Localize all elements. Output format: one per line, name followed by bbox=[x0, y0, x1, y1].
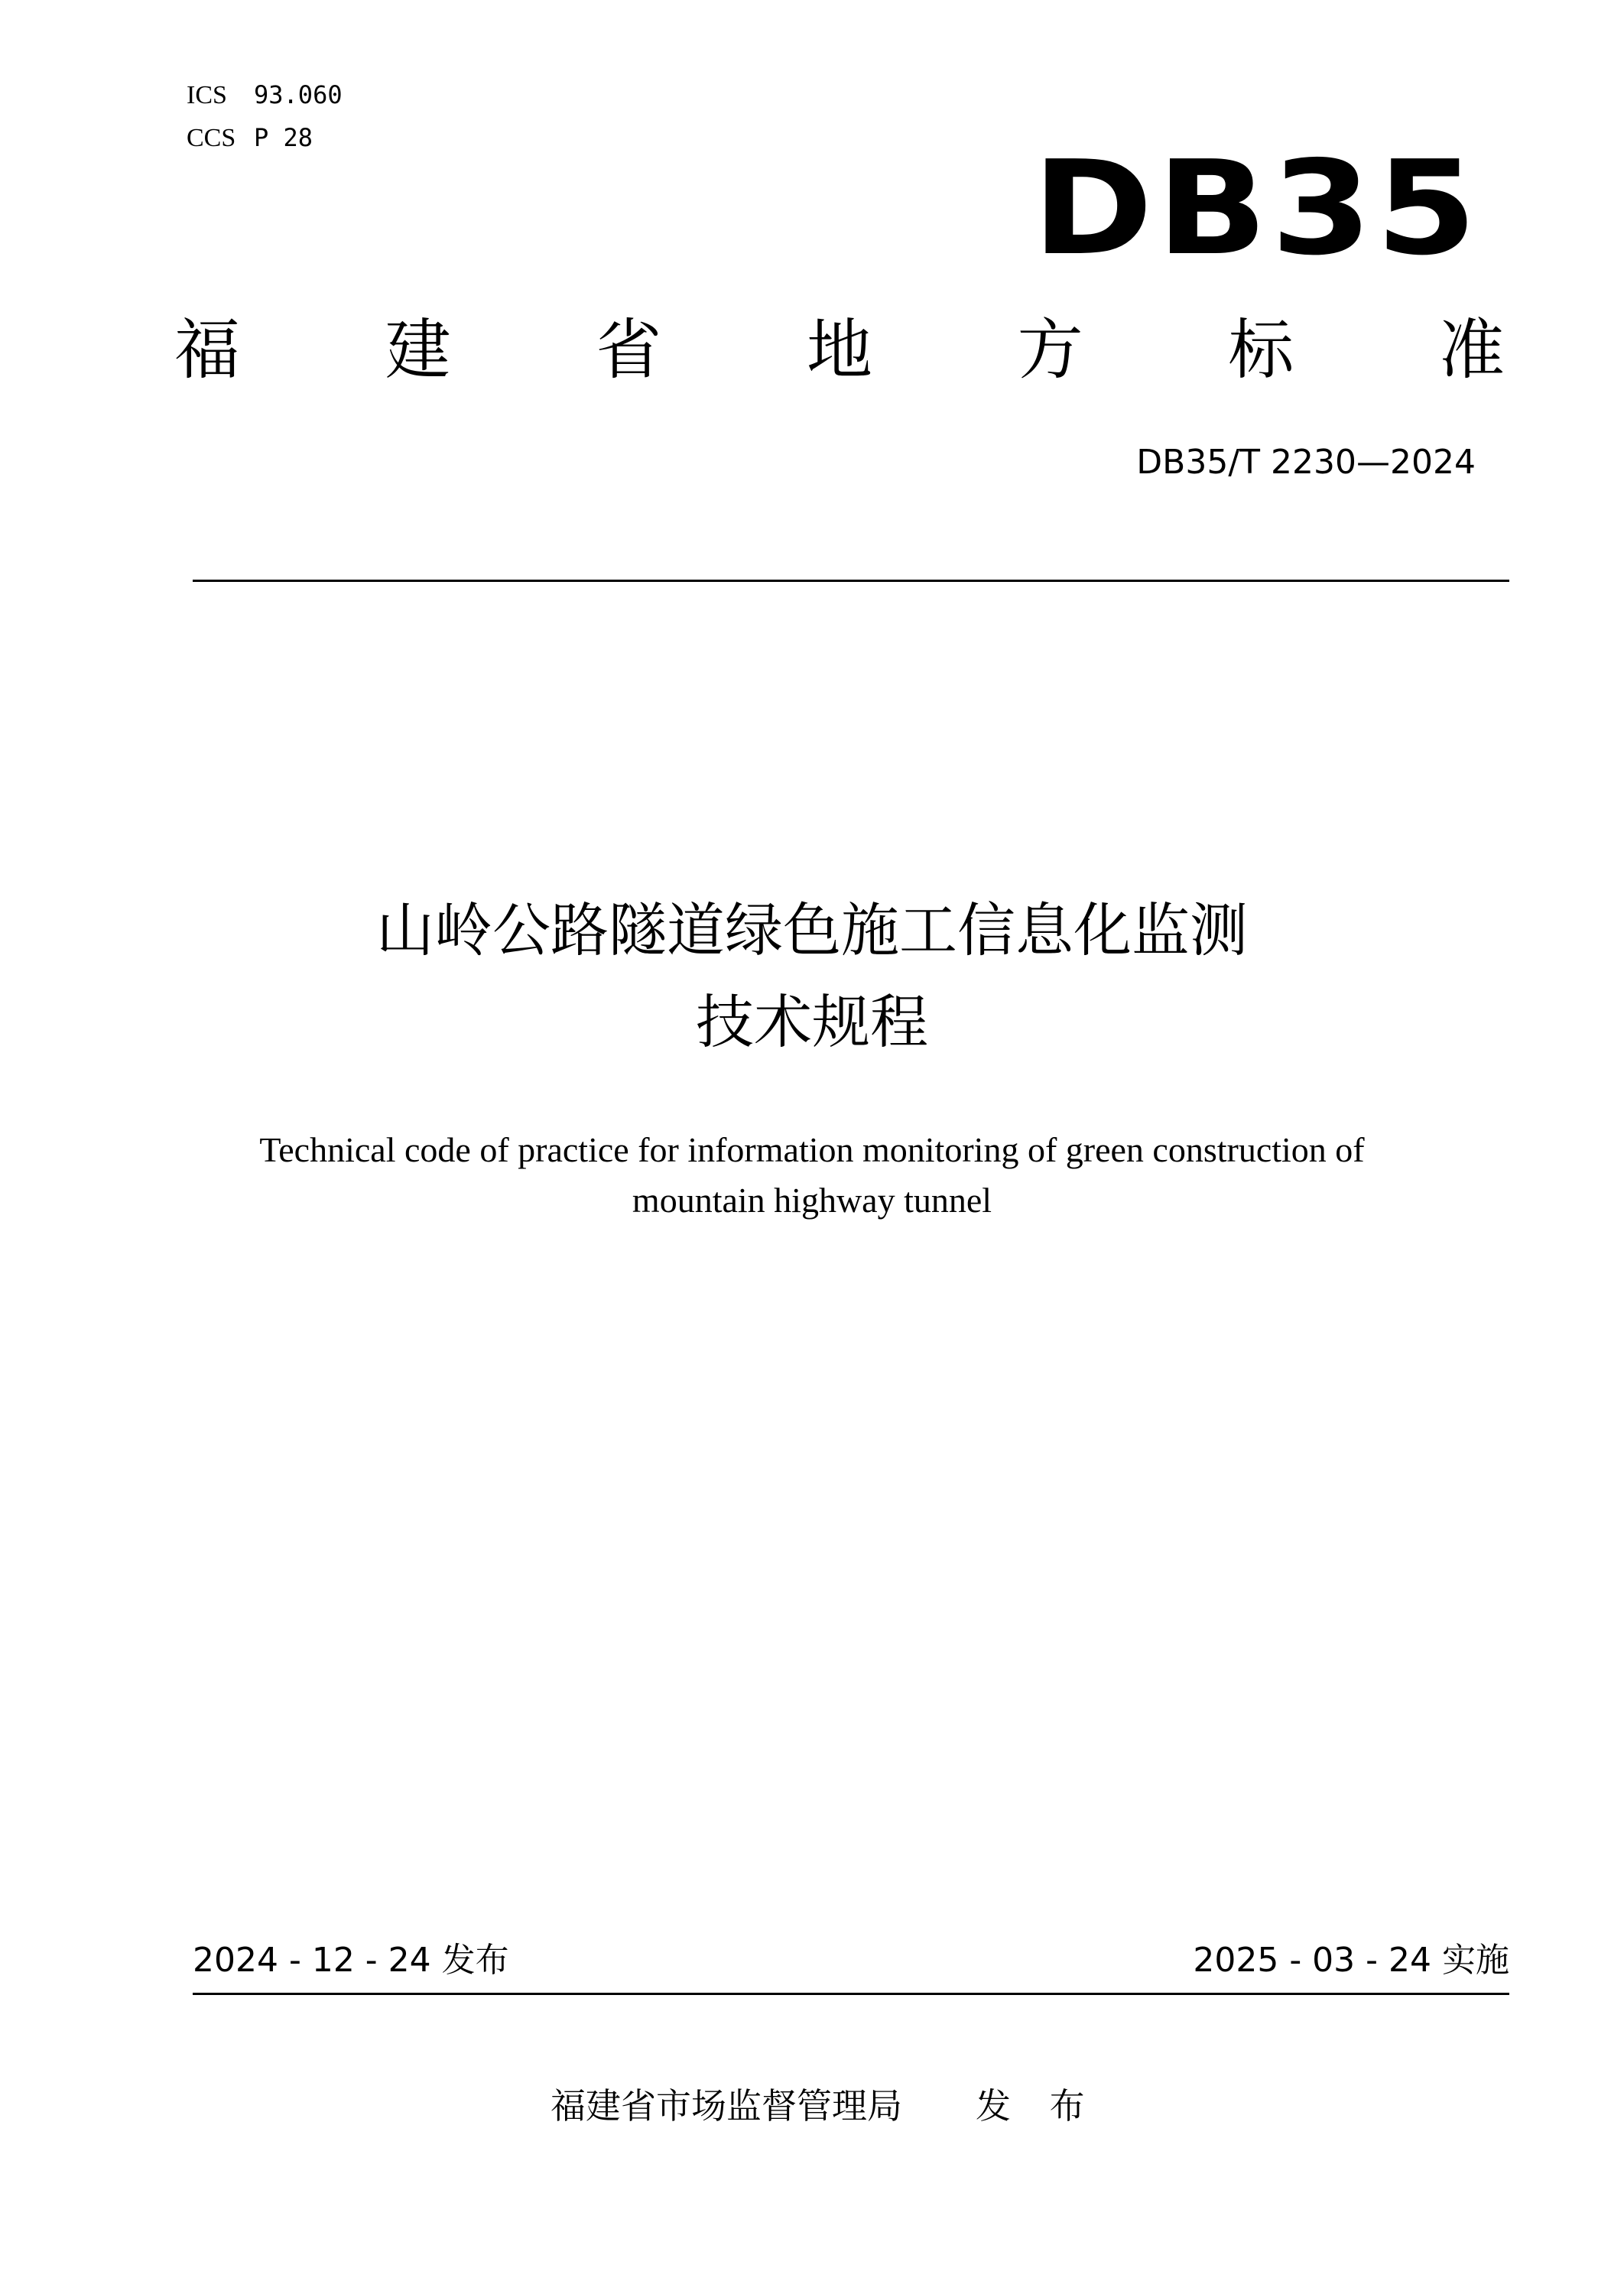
publisher bbox=[551, 2083, 1099, 2129]
footer-divider bbox=[193, 1993, 1509, 1995]
header-divider bbox=[193, 580, 1509, 582]
standard-type-char: 标 bbox=[1228, 312, 1294, 388]
standard-number: DB35/T 2230—2024 bbox=[1136, 443, 1476, 482]
standard-type-char: 方 bbox=[1017, 312, 1083, 388]
standard-type-char: 建 bbox=[385, 312, 451, 388]
standard-type-title bbox=[174, 312, 1505, 388]
standard-type-char: 省 bbox=[596, 312, 662, 388]
publisher-name: 福建省市场监督管理局 bbox=[551, 2085, 902, 2127]
publisher-action: 发 布 bbox=[976, 2085, 1099, 2127]
standard-type-char: 福 bbox=[174, 312, 240, 388]
implementation-date: 2025 - 03 - 24 实施 bbox=[1193, 1941, 1509, 1980]
ics-value: 93.060 bbox=[254, 80, 343, 109]
standard-type-char: 地 bbox=[806, 312, 872, 388]
db35-logo: DB35 bbox=[1032, 133, 1481, 284]
ics-code-row bbox=[187, 80, 343, 111]
issue-date: 2024 - 12 - 24 发布 bbox=[193, 1941, 509, 1980]
title-cn-line2: 技术规程 bbox=[696, 988, 928, 1056]
ccs-value: P 28 bbox=[254, 123, 313, 152]
title-en-line1: Technical code of practice for information monitoring of green construction of bbox=[259, 1130, 1365, 1169]
standard-type-char: 准 bbox=[1438, 312, 1505, 388]
title-cn-line1: 山岭公路隧道绿色施工信息化监测 bbox=[376, 896, 1248, 964]
ccs-label: CCS bbox=[187, 124, 236, 152]
title-en-line2: mountain highway tunnel bbox=[632, 1181, 992, 1220]
ics-label: ICS bbox=[187, 81, 227, 109]
ccs-code-row bbox=[187, 122, 313, 154]
